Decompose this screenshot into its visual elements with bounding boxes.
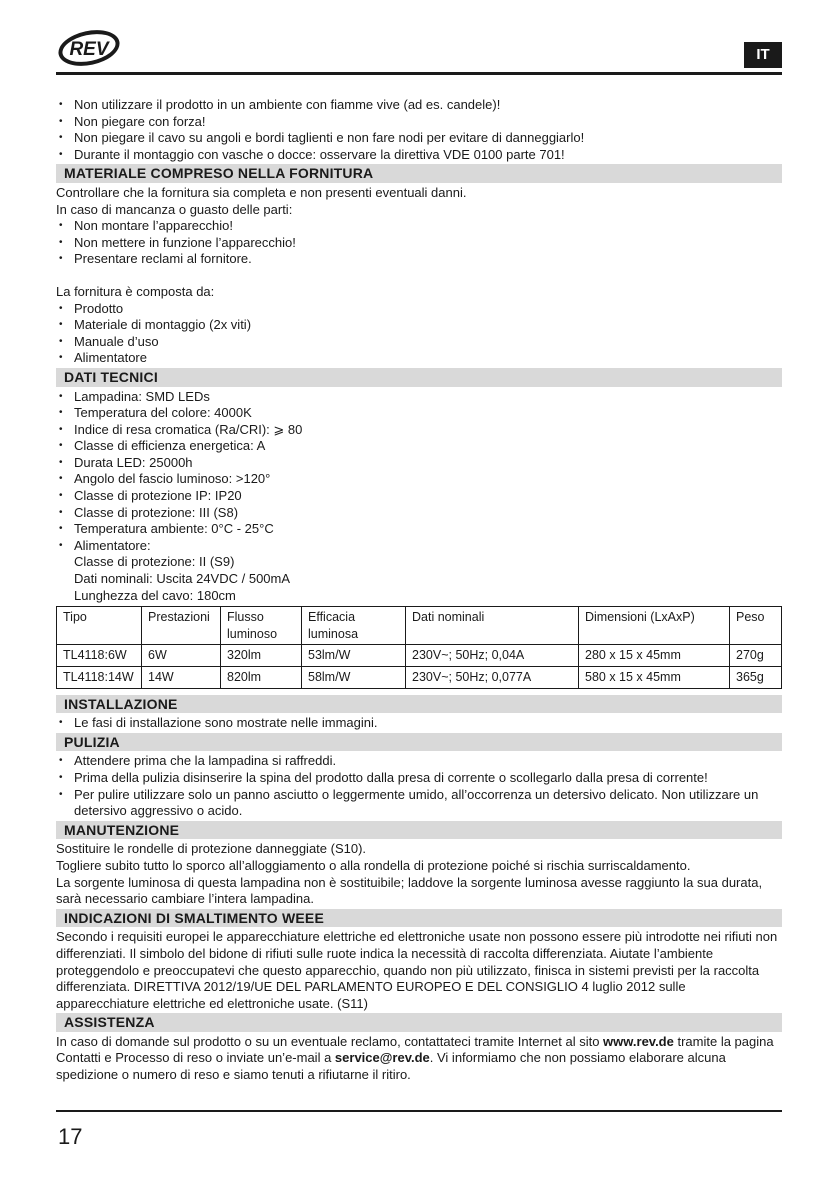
list-item: • Non mettere in funzione l’apparecchio! bbox=[56, 235, 782, 252]
table-row bbox=[57, 645, 782, 667]
list-item: • Non piegare con forza! bbox=[56, 114, 782, 131]
list-item: • Per pulire utilizzare solo un panno asciutto o leggermente umido, all’occorrenza un detersivo delicato. Non utilizzare un detersivo aggressivo o acido. bbox=[56, 787, 782, 820]
assistance-paragraph bbox=[56, 1034, 782, 1084]
column-header: Tipo bbox=[57, 607, 142, 645]
list-item: • Prodotto bbox=[56, 301, 782, 318]
paragraph: In caso di mancanza o guasto delle parti: bbox=[56, 201, 293, 217]
list-item: • Non piegare il cavo su angoli e bordi taglienti e non fare nodi per evitare di danneggiarlo! bbox=[56, 130, 782, 147]
paragraph: Togliere subito tutto lo sporco all’alloggiamento o alla rondella di protezione poiché si rischia surriscaldamento. bbox=[56, 857, 691, 873]
defect-list bbox=[56, 218, 782, 268]
text-run: tramite la pagina Contatti e Processo di reso o inviate un’e-mail a bbox=[56, 1033, 774, 1066]
language-badge: IT bbox=[744, 42, 782, 68]
list-item: • Materiale di montaggio (2x viti) bbox=[56, 317, 782, 334]
header-rule bbox=[56, 72, 782, 75]
column-header: Peso bbox=[730, 607, 782, 645]
page-header bbox=[56, 28, 782, 78]
list-item: • Manuale d’uso bbox=[56, 334, 782, 351]
column-header: Prestazioni bbox=[142, 607, 221, 645]
text-run: . Vi informiamo che non possiamo elaborare alcuna spedizione o numero di reso e siamo tenuti a rifiutarne il ritiro. bbox=[56, 1050, 726, 1083]
svg-text:REV: REV bbox=[69, 39, 109, 60]
list-item: • Classe di efficienza energetica: A bbox=[56, 438, 782, 455]
column-header: Dati nominali bbox=[406, 607, 579, 645]
specs-table bbox=[56, 606, 782, 688]
paragraph: La fornitura è composta da: bbox=[56, 283, 215, 299]
footer-rule bbox=[56, 1110, 782, 1112]
list-item: • Presentare reclami al fornitore. bbox=[56, 251, 782, 268]
table-row bbox=[57, 667, 782, 689]
list-item: • Alimentatore bbox=[56, 350, 782, 367]
table-cell: 14W bbox=[142, 667, 221, 689]
table-cell: TL4118:14W bbox=[57, 667, 142, 689]
list-item: • Temperatura del colore: 4000K bbox=[56, 405, 782, 422]
list-item: • Non montare l’apparecchio! bbox=[56, 218, 782, 235]
table-cell: 6W bbox=[142, 645, 221, 667]
paragraph: Secondo i requisiti europei le apparecchiature elettriche ed elettroniche usate non possono essere più introdotte nei rifiuti non differenziati. Il simbolo del bidone di rifiuti sulle ruote indica la necessità di raccolta differenziata. Aiutate l’ambiente proteggendolo e preoccupatevi che questo apparecchio, quando non più utilizzato, finisca in sistemi previsti per la raccolta differenziata. DIRETTIVA 2012/19/UE DEL PARLAMENTO EUROPEO E DEL CONSIGLIO 4 luglio 2012 sulle apparecchiature elettriche ed elettroniche usate. (S11) bbox=[56, 929, 778, 1011]
power-supply-details bbox=[56, 554, 782, 604]
text-run: In caso di domande sul prodotto o su un eventuale reclamo, contattateci tramite Internet al sito bbox=[56, 1033, 604, 1049]
list-item: • Durante il montaggio con vasche o docce: osservare la direttiva VDE 0100 parte 701! bbox=[56, 147, 782, 164]
table-header-row bbox=[57, 607, 782, 645]
table-cell: 280 x 15 x 45mm bbox=[579, 645, 730, 667]
list-item: • Attendere prima che la lampadina si raffreddi. bbox=[56, 753, 782, 770]
install-list bbox=[56, 715, 782, 732]
spec-line: Dati nominali: Uscita 24VDC / 500mA bbox=[74, 571, 291, 587]
list-item: • Lampadina: SMD LEDs bbox=[56, 389, 782, 406]
table-cell: 320lm bbox=[221, 645, 302, 667]
email-link[interactable]: service@rev.de bbox=[334, 1050, 430, 1066]
website-link[interactable]: www.rev.de bbox=[603, 1033, 674, 1049]
supply-list bbox=[56, 301, 782, 367]
document-body bbox=[56, 97, 782, 1084]
section-heading-weee: INDICAZIONI DI SMALTIMENTO WEEE bbox=[56, 909, 782, 928]
list-item: • Classe di protezione IP: IP20 bbox=[56, 488, 782, 505]
section-heading-tecnici: DATI TECNICI bbox=[56, 368, 782, 387]
specs-list bbox=[56, 389, 782, 555]
table-cell: 580 x 15 x 45mm bbox=[579, 667, 730, 689]
table-cell: 53lm/W bbox=[302, 645, 406, 667]
table-cell: 365g bbox=[730, 667, 782, 689]
spec-line: Lunghezza del cavo: 180cm bbox=[74, 587, 236, 603]
section-heading-materiale: MATERIALE COMPRESO NELLA FORNITURA bbox=[56, 164, 782, 183]
section-heading-assistenza: ASSISTENZA bbox=[56, 1013, 782, 1032]
list-item: • Angolo del fascio luminoso: >120° bbox=[56, 471, 782, 488]
spec-line: Classe di protezione: II (S9) bbox=[74, 554, 235, 570]
column-header: Efficacia luminosa bbox=[302, 607, 406, 645]
table-cell: 230V~; 50Hz; 0,04A bbox=[406, 645, 579, 667]
section-heading-pulizia: PULIZIA bbox=[56, 733, 782, 752]
cleaning-list bbox=[56, 753, 782, 819]
table-cell: 270g bbox=[730, 645, 782, 667]
section-heading-manutenzione: MANUTENZIONE bbox=[56, 821, 782, 840]
table-cell: 820lm bbox=[221, 667, 302, 689]
page-number: 17 bbox=[58, 1124, 83, 1149]
list-item: • Non utilizzare il prodotto in un ambiente con fiamme vive (ad es. candele)! bbox=[56, 97, 782, 114]
paragraph: La sorgente luminosa di questa lampadina non è sostituibile; laddove la sorgente luminosa avesse raggiunto la sua durata, sarà necessario cambiare l’intera lampadina. bbox=[56, 874, 763, 907]
table-cell: 58lm/W bbox=[302, 667, 406, 689]
list-item: • Prima della pulizia disinserire la spina del prodotto dalla presa di corrente o scollegarlo dalla presa di corrente! bbox=[56, 770, 782, 787]
table-cell: 230V~; 50Hz; 0,077A bbox=[406, 667, 579, 689]
paragraph: Controllare che la fornitura sia completa e non presenti eventuali danni. bbox=[56, 184, 467, 200]
table-cell: TL4118:6W bbox=[57, 645, 142, 667]
section-heading-installazione: INSTALLAZIONE bbox=[56, 695, 782, 714]
safety-list bbox=[56, 97, 782, 163]
paragraph: Sostituire le rondelle di protezione danneggiate (S10). bbox=[56, 841, 367, 857]
list-item: • Classe di protezione: III (S8) bbox=[56, 505, 782, 522]
column-header: Flusso luminoso bbox=[221, 607, 302, 645]
list-item: • Alimentatore: bbox=[56, 538, 782, 555]
list-item: • Durata LED: 25000h bbox=[56, 455, 782, 472]
list-item: • Temperatura ambiente: 0°C - 25°C bbox=[56, 521, 782, 538]
list-item: • Indice di resa cromatica (Ra/CRI): ⩾ 80 bbox=[56, 422, 782, 439]
list-item: • Le fasi di installazione sono mostrate nelle immagini. bbox=[56, 715, 782, 732]
column-header: Dimensioni (LxAxP) bbox=[579, 607, 730, 645]
rev-logo bbox=[56, 28, 122, 68]
